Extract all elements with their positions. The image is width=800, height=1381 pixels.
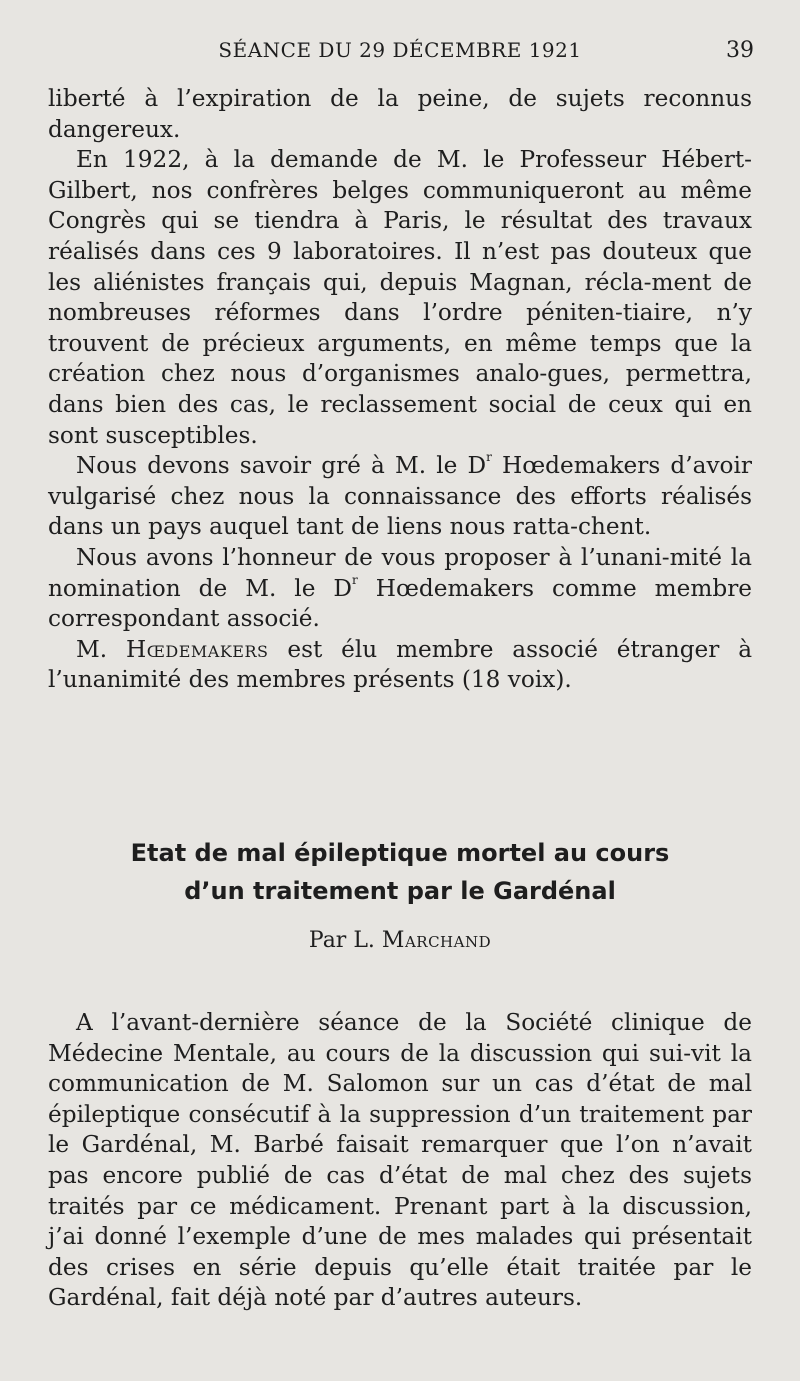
byline-author: Marchand bbox=[381, 928, 492, 953]
paragraph-proposal bbox=[48, 543, 752, 635]
paragraph-congres: En 1922, à la demande de M. le Professeur Hébert-Gilbert, nos confrères belges communiqueront au même Congrès qui se tiendra à Paris, le résultat des travaux réalisés dans ces 9 laboratoires. Il n’est pas douteux que les aliénistes français qui, depuis Magnan, récla-ment de nombreuses réformes dans l’ordre péniten-tiaire, n’y trouvent de précieux arguments, en même temps que la création chez nous d’organismes analo-gues, permettra, dans bien des cas, le reclassement social de ceux qui en sont susceptibles. bbox=[48, 146, 752, 449]
proposal-end: Hœdemakers comme membre correspondant associé. bbox=[48, 574, 753, 633]
doctor-superscript: r bbox=[486, 450, 492, 465]
gratitude-start: Nous devons savoir gré à M. le D bbox=[76, 452, 487, 480]
running-title: SÉANCE DU 29 DÉCEMBRE 1921 bbox=[218, 38, 582, 62]
paragraph-election bbox=[48, 635, 752, 696]
proposal-start: Nous avons l’honneur de vous proposer à l’unani-mité la nomination de M. le D bbox=[48, 543, 752, 602]
elected-name: Hœdemakers bbox=[125, 635, 269, 663]
article-title-line-2: d’un traitement par le Gardénal bbox=[184, 877, 616, 905]
paragraph-gratitude bbox=[48, 451, 752, 543]
gratitude-end: Hœdemakers d’avoir vulgarisé chez nous la connaissance des efforts réalisés dans un pays auquel tant de liens nous ratta-chent. bbox=[48, 452, 752, 541]
article-title-line-1: Etat de mal épileptique mortel au cours bbox=[130, 839, 670, 867]
article-paragraph-1: A l’avant-dernière séance de la Société clinique de Médecine Mentale, au cours de la discussion qui sui-vit la communication de M. Salomon sur un cas d’état de mal épileptique consécutif à la suppression d’un traitement par le Gardénal, M. Barbé faisait remarquer que l’on n’avait pas encore publié de cas d’état de mal chez des sujets traités par ce médicament. Prenant part à la discussion, j’ai donné l’exemple d’une de mes malades qui présentait des crises en série depuis qu’elle était traitée par le Gardénal, fait déjà noté par d’autres auteurs. bbox=[48, 1009, 752, 1312]
election-prefix: M. bbox=[76, 635, 108, 663]
paragraph-continuation: liberté à l’expiration de la peine, de sujets reconnus dangereux. bbox=[48, 85, 752, 143]
article-body bbox=[48, 1008, 752, 1314]
election-text: est élu membre associé étranger à l’unanimité des membres présents (18 voix). bbox=[48, 635, 753, 694]
doctor-superscript-2: r bbox=[352, 572, 358, 587]
article-title bbox=[0, 834, 800, 910]
article-byline bbox=[0, 928, 800, 953]
byline-prefix: Par L. bbox=[308, 928, 375, 953]
page-number: 39 bbox=[726, 38, 754, 63]
previous-report-continuation bbox=[48, 84, 752, 696]
running-head bbox=[0, 38, 800, 68]
